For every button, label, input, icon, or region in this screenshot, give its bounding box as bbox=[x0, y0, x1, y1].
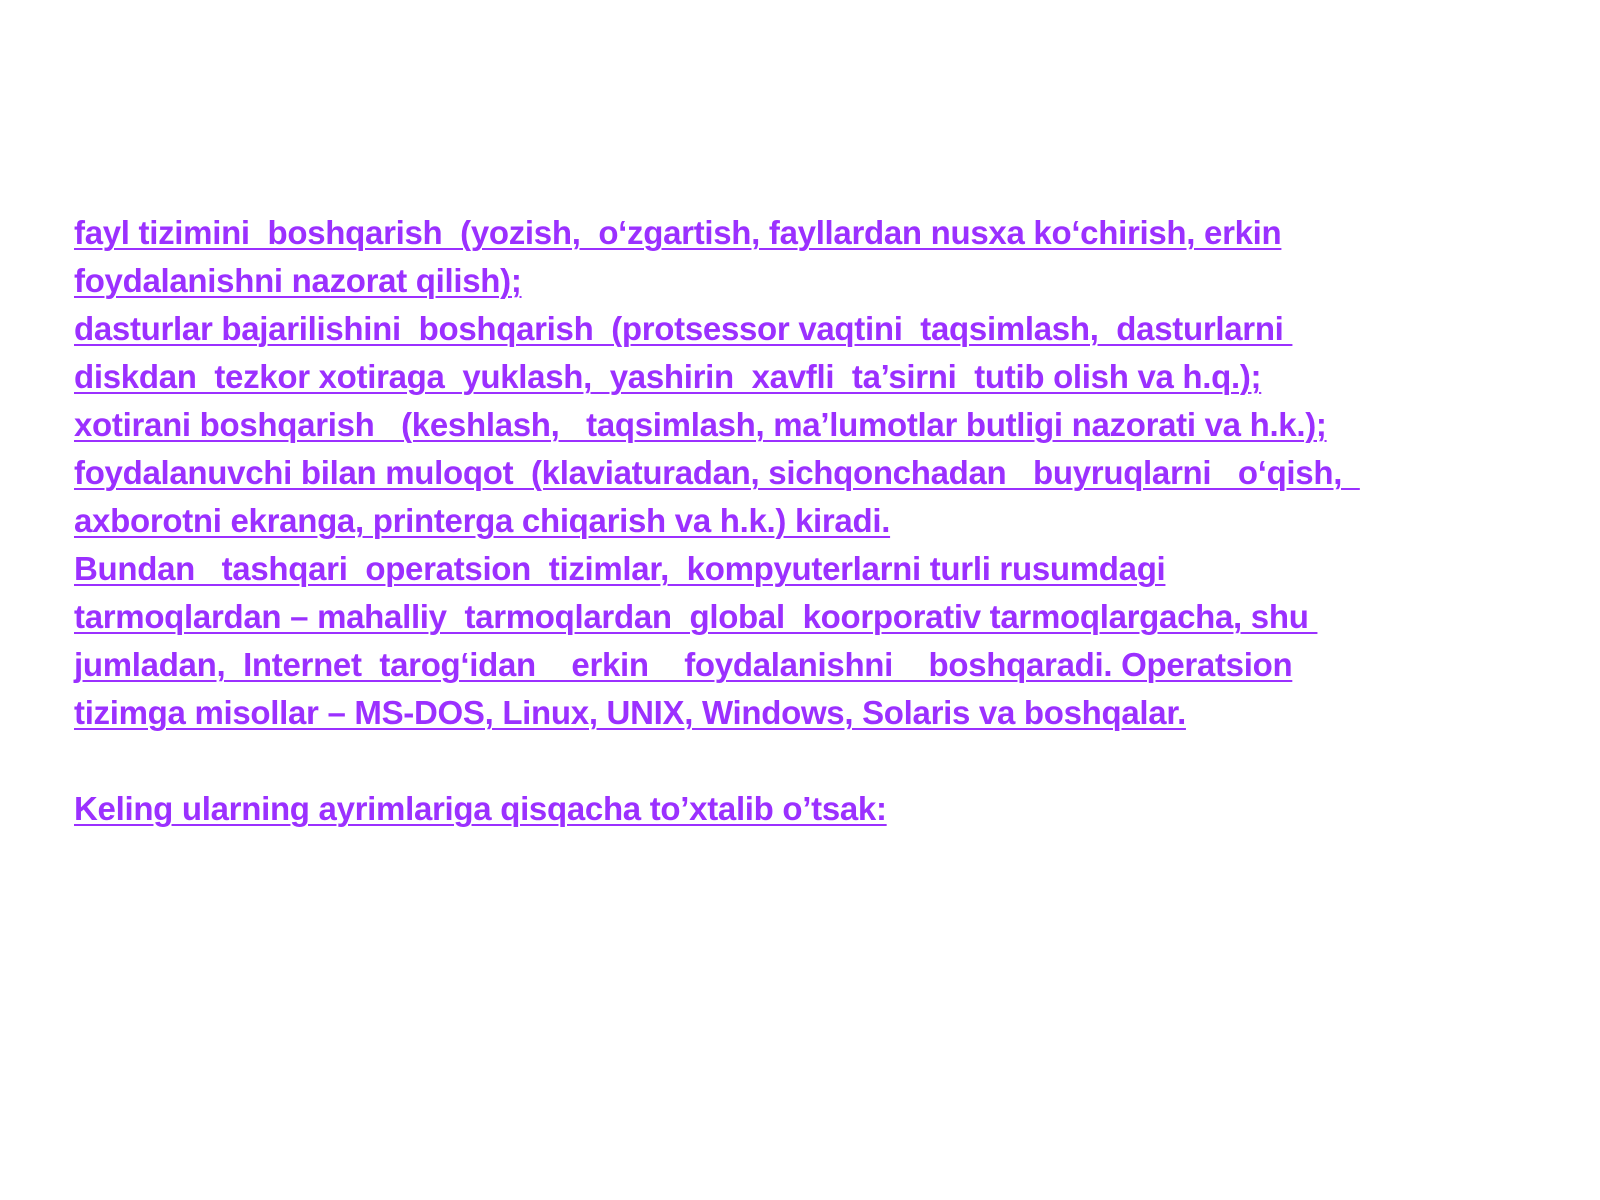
text-line: axborotni ekranga, printerga chiqarish va h.k.) kiradi. bbox=[74, 502, 891, 539]
text-line: tarmoqlardan – mahalliy tarmoqlardan global koorporativ tarmoqlargacha, shu bbox=[74, 598, 1318, 635]
text-line: Bundan tashqari operatsion tizimlar, kompyuterlarni turli rusumdagi bbox=[74, 550, 1166, 587]
paragraph-gap bbox=[74, 737, 1534, 785]
text-line: tizimga misollar – MS-DOS, Linux, UNIX, Windows, Solaris va boshqalar. bbox=[74, 694, 1186, 731]
text-line: xotirani boshqarish (keshlash, taqsimlash, ma’lumotlar butligi nazorati va h.k.); bbox=[74, 406, 1327, 443]
text-line: jumladan, Internet tarog‘idan erkin foydalanishni boshqaradi. Operatsion bbox=[74, 646, 1293, 683]
text-line: foydalanuvchi bilan muloqot (klaviaturadan, sichqonchadan buyruqlarni o‘qish, bbox=[74, 454, 1360, 491]
text-line: diskdan tezkor xotiraga yuklash, yashirin xavfli ta’sirni tutib olish va h.q.); bbox=[74, 358, 1262, 395]
text-line: foydalanishni nazorat qilish); bbox=[74, 262, 522, 299]
body-text-block bbox=[74, 209, 1534, 833]
closing-line: Keling ularning ayrimlariga qisqacha to’xtalib o’tsak: bbox=[74, 790, 887, 827]
text-line: dasturlar bajarilishini boshqarish (protsessor vaqtini taqsimlash, dasturlarni bbox=[74, 310, 1293, 347]
text-line: fayl tizimini boshqarish (yozish, o‘zgartish, fayllardan nusxa ko‘chirish, erkin bbox=[74, 214, 1282, 251]
